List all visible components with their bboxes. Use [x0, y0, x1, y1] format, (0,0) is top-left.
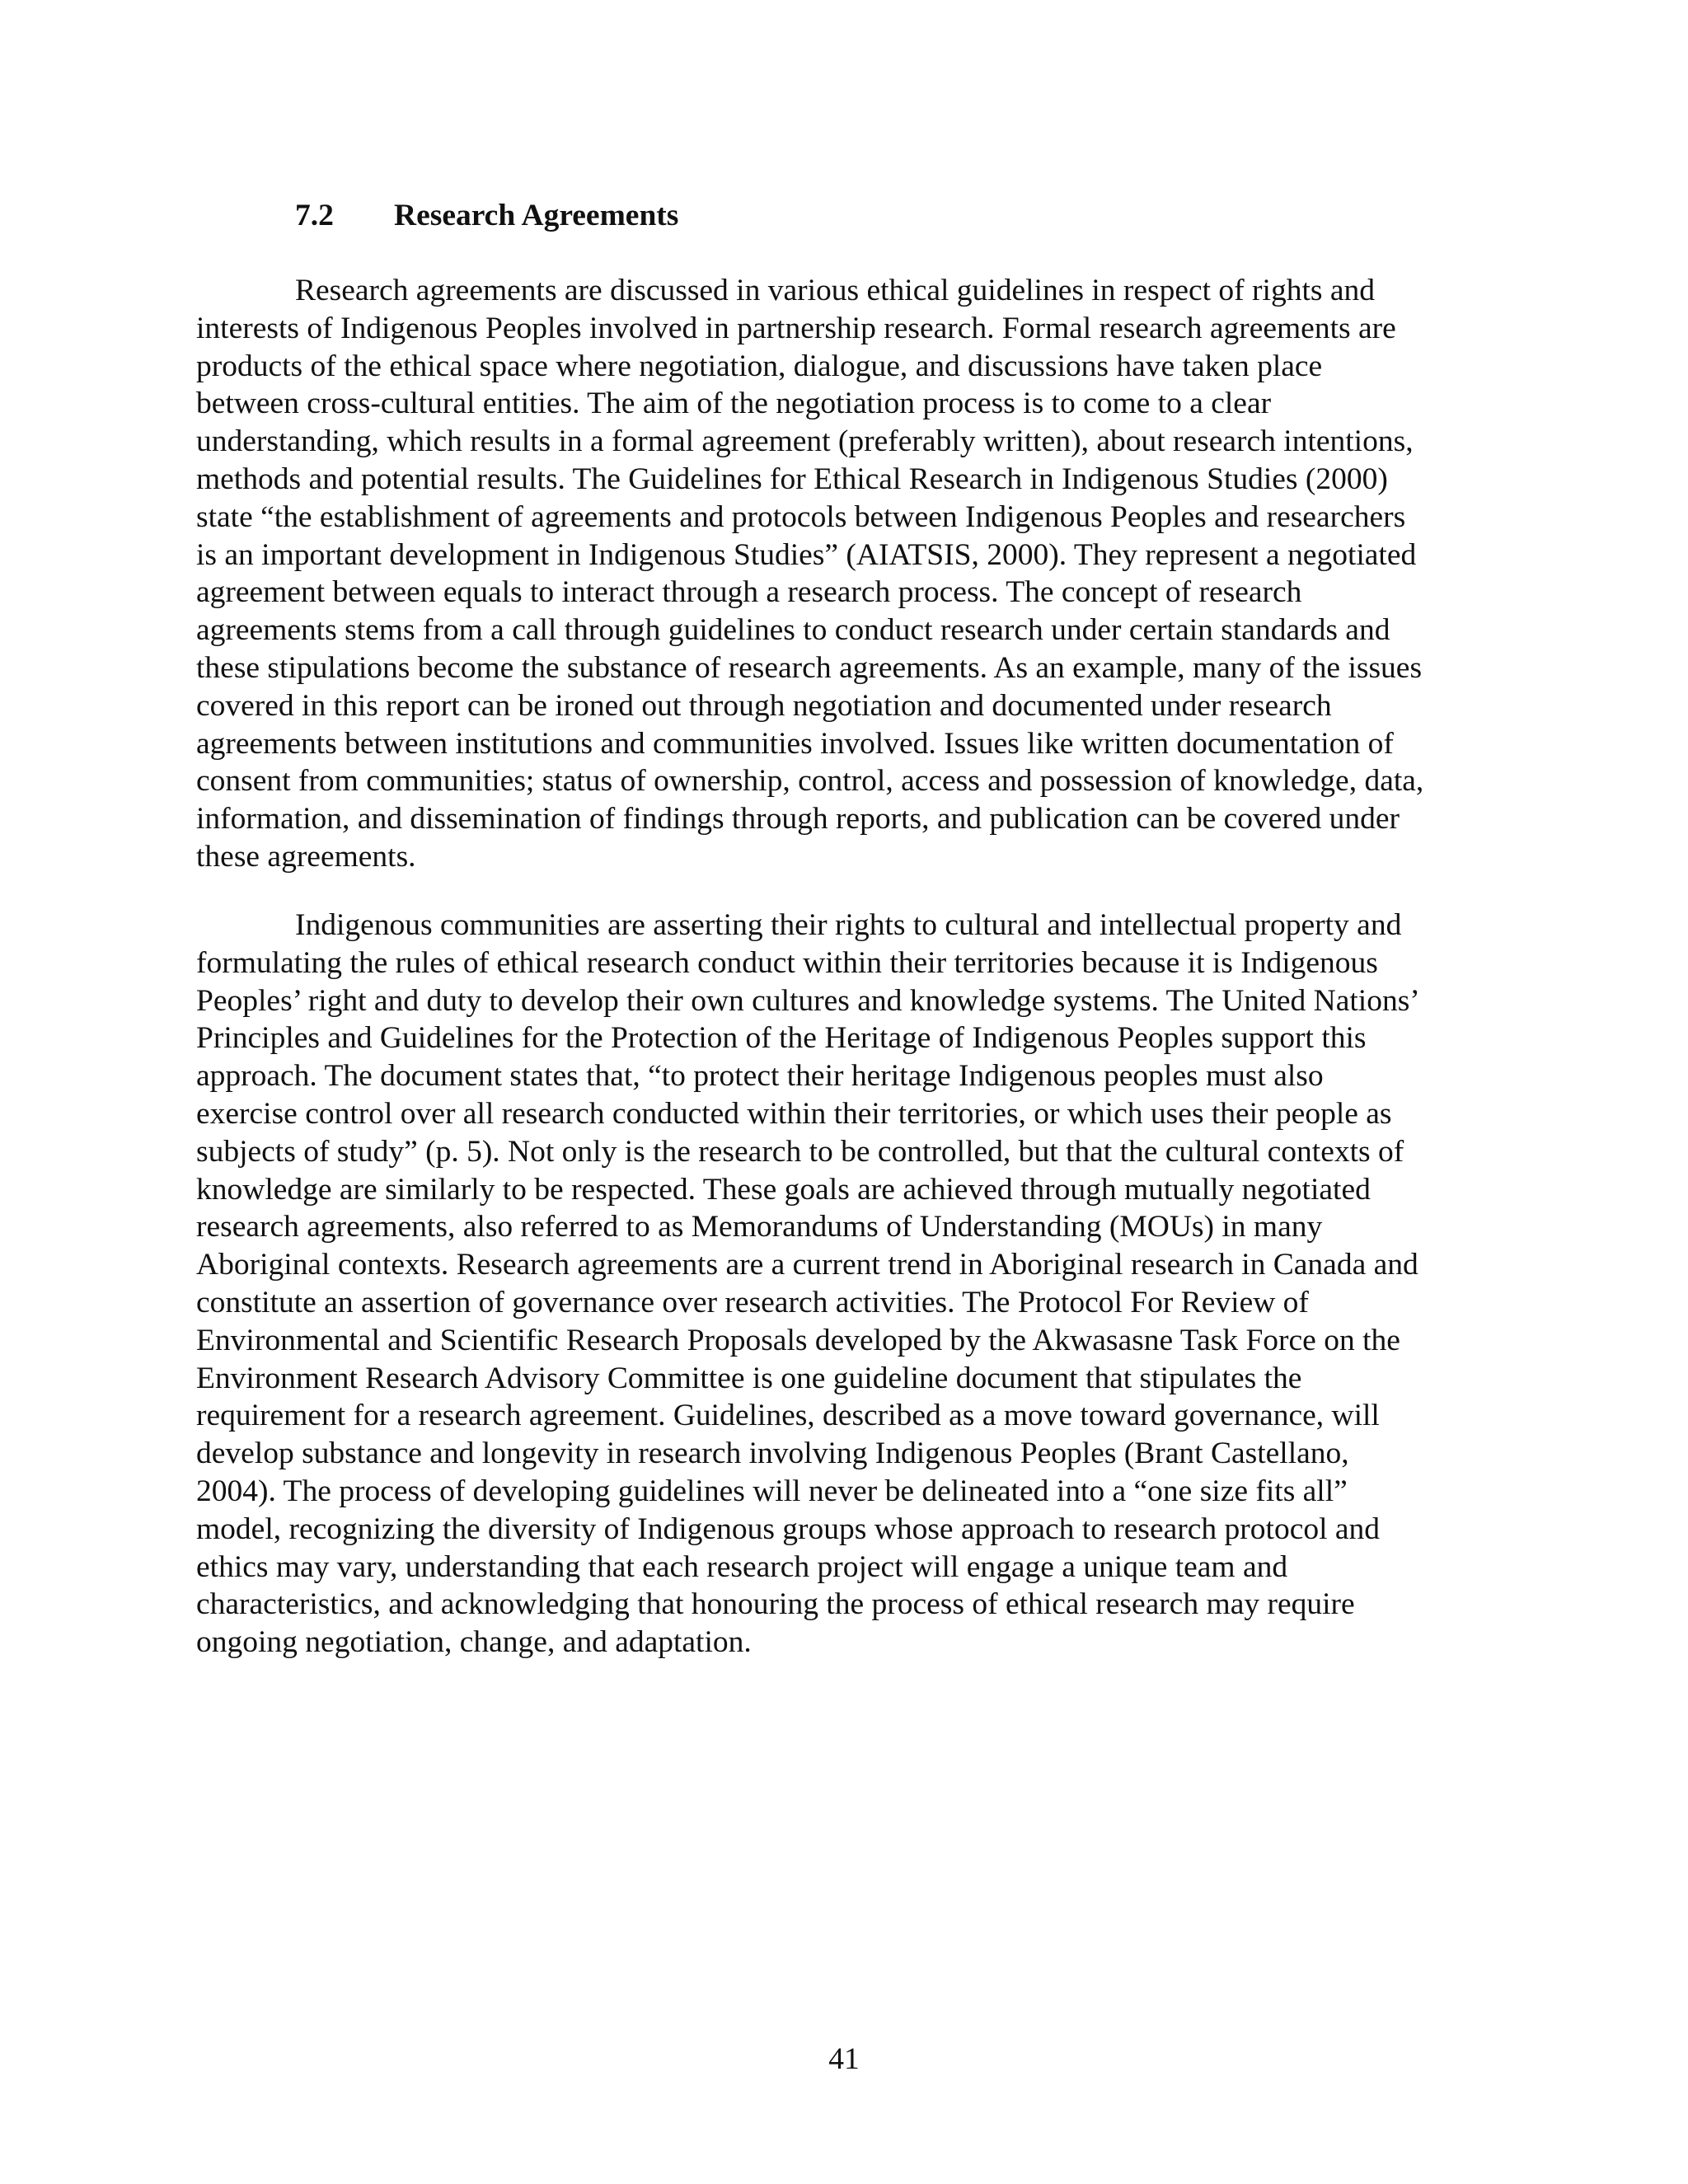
- text-line: Aboriginal contexts. Research agreements are a current trend in Aboriginal research in Canada and: [196, 1248, 1418, 1282]
- text-line: model, recognizing the diversity of Indigenous groups whose approach to research protocol and: [196, 1511, 1381, 1546]
- section-number: 7.2: [295, 199, 334, 232]
- text-line: approach. The document states that, “to protect their heritage Indigenous peoples must also: [196, 1059, 1324, 1094]
- text-line: these agreements.: [196, 839, 416, 874]
- text-line: knowledge are similarly to be respected. These goals are achieved through mutually negotiated: [196, 1172, 1371, 1207]
- text-line: research agreements, also referred to as Memorandums of Understanding (MOUs) in many: [196, 1210, 1323, 1244]
- text-line: 2004). The process of developing guidelines will never be delineated into a “one size fits all”: [196, 1474, 1348, 1508]
- text-line: is an important development in Indigenous Studies” (AIATSIS, 2000). They represent a negotiated: [196, 537, 1417, 572]
- text-line: ongoing negotiation, change, and adaptation.: [196, 1625, 752, 1660]
- text-line: consent from communities; status of ownership, control, access and possession of knowledge, data,: [196, 764, 1424, 799]
- text-line: Research agreements are discussed in various ethical guidelines in respect of rights and: [295, 274, 1375, 307]
- text-line: products of the ethical space where negotiation, dialogue, and discussions have taken place: [196, 349, 1323, 383]
- text-line: agreements stems from a call through guidelines to conduct research under certain standards and: [196, 613, 1390, 648]
- text-line: these stipulations become the substance of research agreements. As an example, many of the issues: [196, 650, 1423, 685]
- text-line: agreements between institutions and communities involved. Issues like written documentation of: [196, 726, 1394, 761]
- text-line: Environment Research Advisory Committee is one guideline document that stipulates the: [196, 1361, 1302, 1395]
- text-line: agreement between equals to interact through a research process. The concept of research: [196, 575, 1302, 610]
- paragraph-research-agreements: [196, 272, 1523, 876]
- text-line: exercise control over all research conducted within their territories, or which uses their people as: [196, 1096, 1392, 1131]
- text-line: information, and dissemination of findings through reports, and publication can be covered under: [196, 802, 1400, 837]
- text-line: understanding, which results in a formal agreement (preferably written), about research intentions,: [196, 424, 1414, 459]
- text-line: constitute an assertion of governance over research activities. The Protocol For Review of: [196, 1285, 1309, 1319]
- text-line: state “the establishment of agreements and protocols between Indigenous Peoples and researchers: [196, 499, 1406, 534]
- text-line: ethics may vary, understanding that each research project will engage a unique team and: [196, 1549, 1288, 1584]
- text-line: formulating the rules of ethical research conduct within their territories because it is Indigenous: [196, 945, 1378, 980]
- text-line: Principles and Guidelines for the Protection of the Heritage of Indigenous Peoples support this: [196, 1021, 1367, 1056]
- paragraph-indigenous-communities: [196, 907, 1523, 1661]
- page-number: 41: [828, 2042, 860, 2076]
- text-line: between cross-cultural entities. The aim of the negotiation process is to come to a clear: [196, 387, 1272, 421]
- text-line: methods and potential results. The Guidelines for Ethical Research in Indigenous Studies (2000): [196, 462, 1388, 496]
- section-heading: [295, 197, 678, 235]
- text-line: requirement for a research agreement. Guidelines, described as a move toward governance, will: [196, 1399, 1380, 1433]
- text-line: characteristics, and acknowledging that honouring the process of ethical research may require: [196, 1587, 1355, 1622]
- text-line: interests of Indigenous Peoples involved in partnership research. Formal research agreements are: [196, 311, 1396, 345]
- text-line: subjects of study” (p. 5). Not only is the research to be controlled, but that the cultural contexts of: [196, 1134, 1404, 1169]
- section-title: Research Agreements: [394, 199, 679, 232]
- text-line: covered in this report can be ironed out through negotiation and documented under research: [196, 688, 1332, 723]
- text-line: develop substance and longevity in research involving Indigenous Peoples (Brant Castellano,: [196, 1436, 1349, 1471]
- text-line: Peoples’ right and duty to develop their own cultures and knowledge systems. The United Nations’: [196, 983, 1420, 1018]
- text-line: Environmental and Scientific Research Proposals developed by the Akwasasne Task Force on the: [196, 1323, 1400, 1357]
- text-line: Indigenous communities are asserting their rights to cultural and intellectual property and: [295, 908, 1402, 942]
